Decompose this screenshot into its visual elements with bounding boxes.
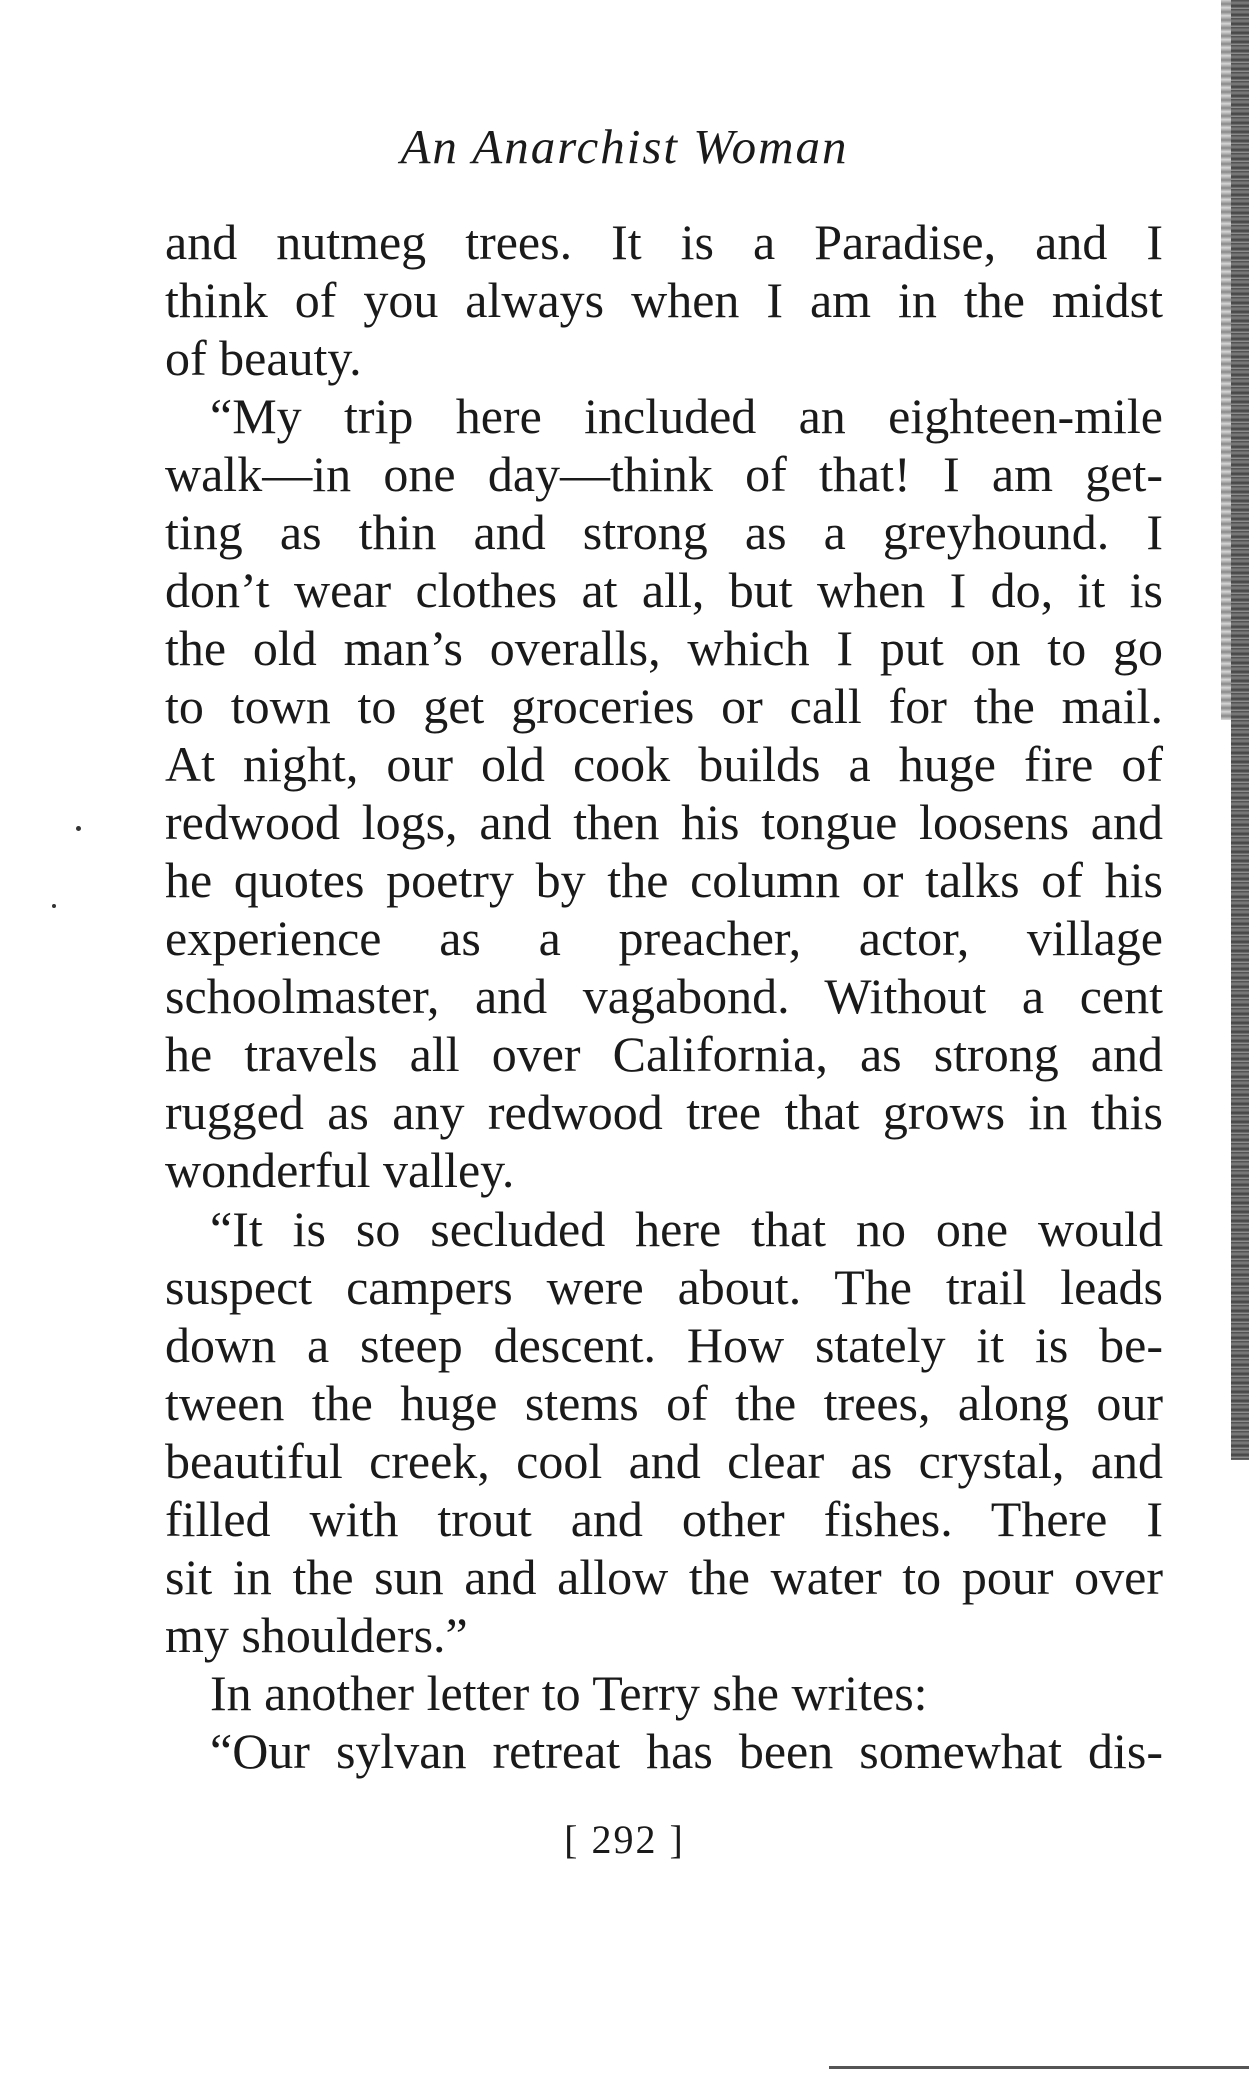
running-title: An Anarchist Woman [400, 119, 849, 174]
scan-bottom-rule [829, 2066, 1249, 2069]
text-line-27: “Our sylvan retreat has been somewhat dis- [210, 1723, 1163, 1779]
scan-speck [52, 904, 56, 908]
page-edge-shadow-inner [1221, 0, 1231, 720]
text-line-19: suspect campers were about. The trail leads [165, 1259, 1163, 1315]
text-line-8: the old man’s overalls, which I put on to go [165, 620, 1163, 676]
text-line-25: my shoulders.” [165, 1607, 468, 1663]
page-edge-shadow [1231, 0, 1249, 1460]
text-line-23: filled with trout and other fishes. There I [165, 1491, 1163, 1547]
text-line-4: “My trip here included an eighteen-mile [210, 388, 1163, 444]
text-line-7: don’t wear clothes at all, but when I do, it is [165, 562, 1163, 618]
text-line-5: walk—in one day—think of that! I am get- [165, 446, 1163, 502]
text-line-20: down a steep descent. How stately it is be- [165, 1317, 1163, 1373]
text-line-1: and nutmeg trees. It is a Paradise, and I [165, 214, 1163, 270]
text-line-22: beautiful creek, cool and clear as crystal, and [165, 1433, 1163, 1489]
text-line-3: of beauty. [165, 330, 362, 386]
text-line-12: he quotes poetry by the column or talks of his [165, 852, 1163, 908]
text-line-10: At night, our old cook builds a huge fire of [165, 736, 1163, 792]
text-line-18: “It is so secluded here that no one would [210, 1201, 1163, 1257]
text-line-24: sit in the sun and allow the water to pour over [165, 1549, 1163, 1605]
text-line-14: schoolmaster, and vagabond. Without a cent [165, 968, 1163, 1024]
text-line-13: experience as a preacher, actor, village [165, 910, 1163, 966]
text-line-9: to town to get groceries or call for the mail. [165, 678, 1163, 734]
page-number: [ 292 ] [564, 1817, 685, 1862]
text-line-21: tween the huge stems of the trees, along our [165, 1375, 1163, 1431]
text-line-26: In another letter to Terry she writes: [210, 1665, 928, 1721]
scan-speck [76, 826, 81, 831]
text-line-17: wonderful valley. [165, 1142, 515, 1198]
text-line-15: he travels all over California, as strong and [165, 1026, 1163, 1082]
text-line-2: think of you always when I am in the midst [165, 272, 1163, 328]
text-line-16: rugged as any redwood tree that grows in this [165, 1084, 1163, 1140]
text-line-11: redwood logs, and then his tongue loosens and [165, 794, 1163, 850]
text-line-6: ting as thin and strong as a greyhound. I [165, 504, 1163, 560]
